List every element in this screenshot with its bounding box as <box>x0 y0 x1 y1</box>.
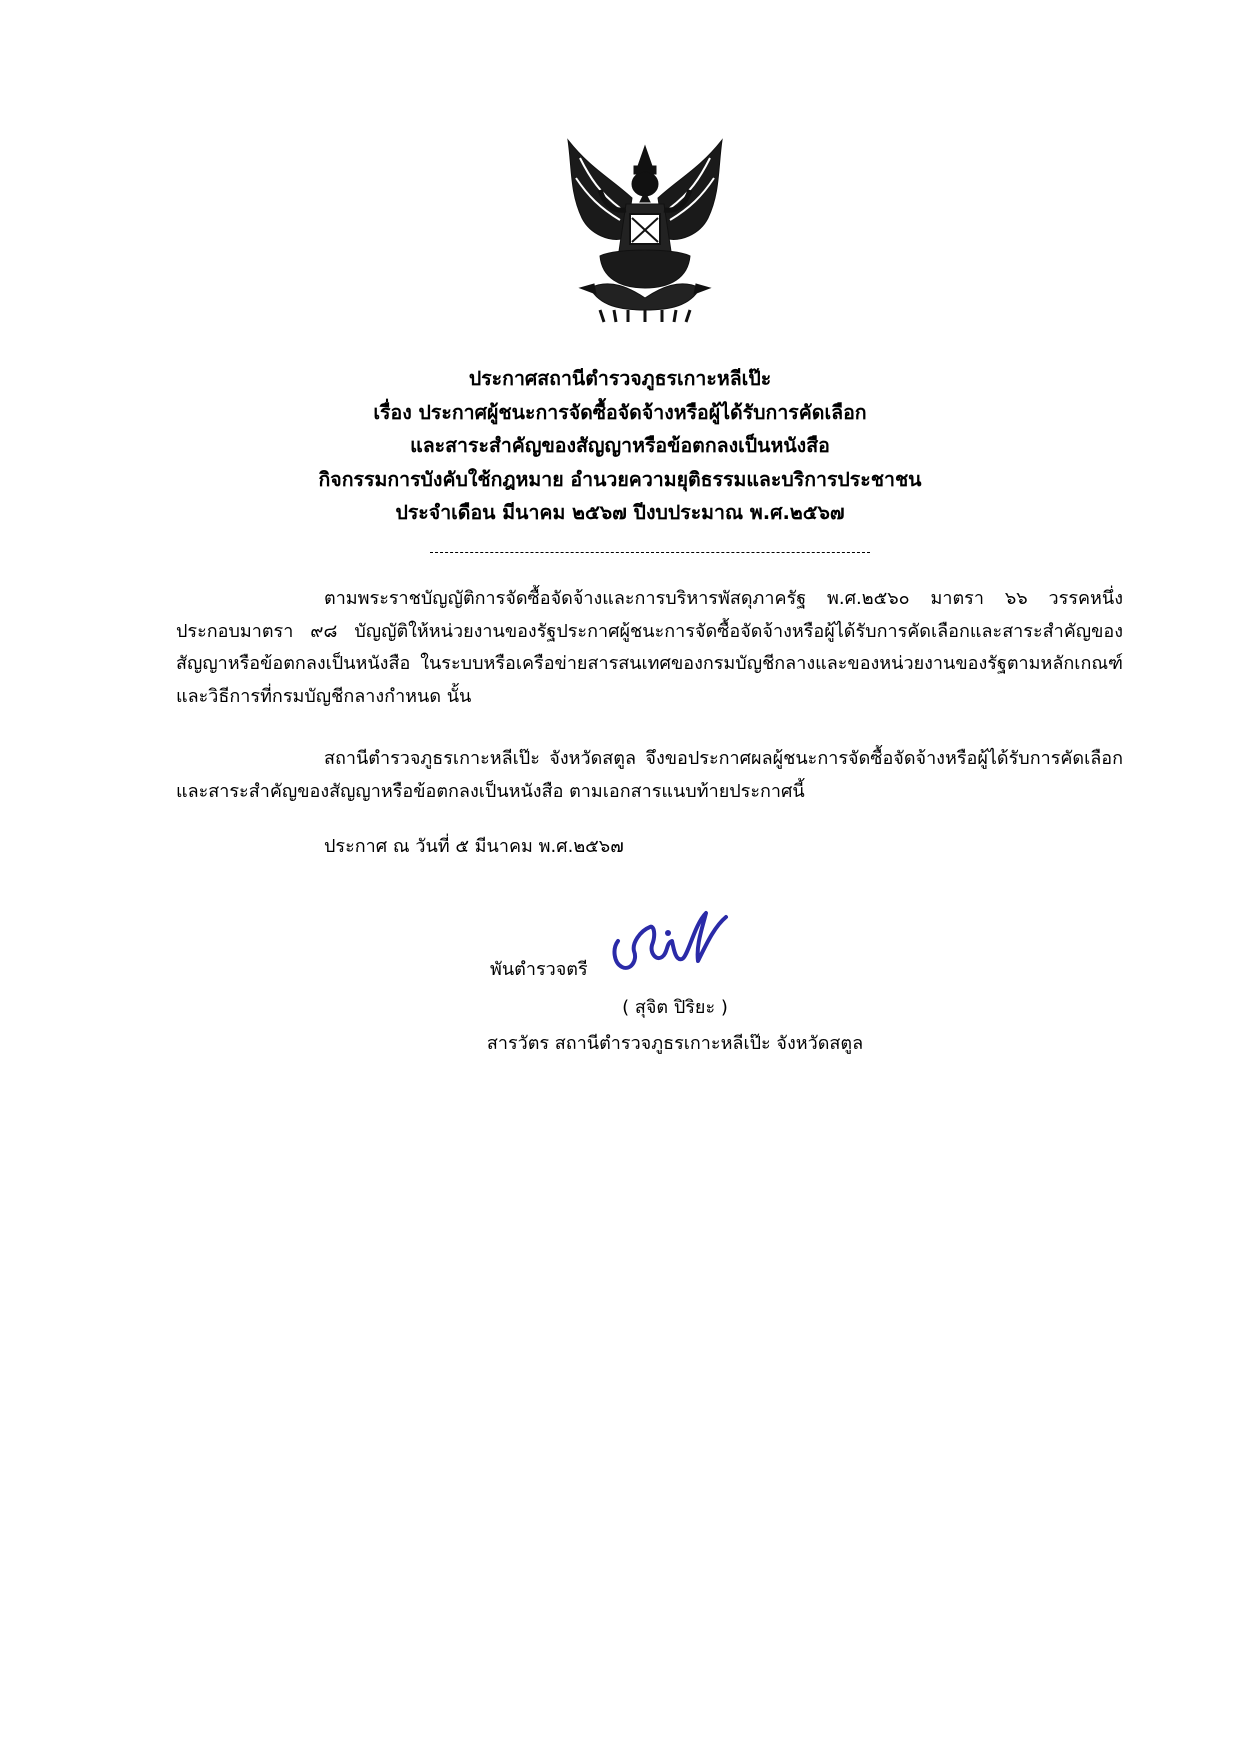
title-line-organization: ประกาศสถานีตำรวจภูธรเกาะหลีเป๊ะ <box>468 367 772 390</box>
title-line-subject-cont: และสาระสำคัญของสัญญาหรือข้อตกลงเป็นหนังสือ <box>410 434 830 457</box>
signatory-rank: พันตำรวจตรี <box>490 959 588 980</box>
garuda-emblem-icon <box>560 138 730 323</box>
body-paragraph-announcement-text: สถานีตำรวจภูธรเกาะหลีเป๊ะ จังหวัดสตูล จึงขอประกาศผลผู้ชนะการจัดซื้อจัดจ้างหรือผู้ได้รับการคัดเลือกและสาระสำคัญของสัญญาหรือข้อตกลงเป็นหนังสือ ตามเอกสารแนบท้ายประกาศนี้ <box>176 748 1123 802</box>
dashed-separator <box>430 552 870 553</box>
title-line-subject: เรื่อง ประกาศผู้ชนะการจัดซื้อจัดจ้างหรือผู้ได้รับการคัดเลือก <box>373 400 867 424</box>
signatory-position: สารวัตร สถานีตำรวจภูธรเกาะหลีเป๊ะ จังหวัดสตูล <box>486 1033 864 1054</box>
title-line-period: ประจำเดือน มีนาคม ๒๕๖๗ ปีงบประมาณ พ.ศ.๒๕๖๗ <box>395 501 845 524</box>
handwritten-signature <box>610 905 730 977</box>
body-paragraph-legal-basis <box>176 583 1123 713</box>
body-paragraph-announcement <box>176 743 1123 808</box>
body-paragraph-legal-basis-text: ตามพระราชบัญญัติการจัดซื้อจัดจ้างและการบริหารพัสดุภาครัฐ พ.ศ.๒๕๖๐ มาตรา ๖๖ วรรคหนึ่ง ประกอบมาตรา ๙๘ บัญญัติให้หน่วยงานของรัฐประกาศผู้ชนะการจัดซื้อจัดจ้างหรือผู้ได้รับการคัดเลือกและสาระสำคัญของสัญญาหรือข้อตกลงเป็นหนังสือ ในระบบหรือเครือข่ายสารสนเทศของกรมบัญชีกลางและของหน่วยงานของรัฐตามหลักเกณฑ์และวิธีการที่กรมบัญชีกลางกำหนด นั้น <box>176 588 1123 707</box>
title-line-activity: กิจกรรมการบังคับใช้กฎหมาย อำนวยความยุติธรรมและบริการประชาชน <box>318 467 922 491</box>
announcement-date: ประกาศ ณ วันที่ ๕ มีนาคม พ.ศ.๒๕๖๗ <box>324 836 624 857</box>
announcement-title <box>180 362 1060 530</box>
signatory-name: ( สุจิต ปิริยะ ) <box>622 997 728 1018</box>
